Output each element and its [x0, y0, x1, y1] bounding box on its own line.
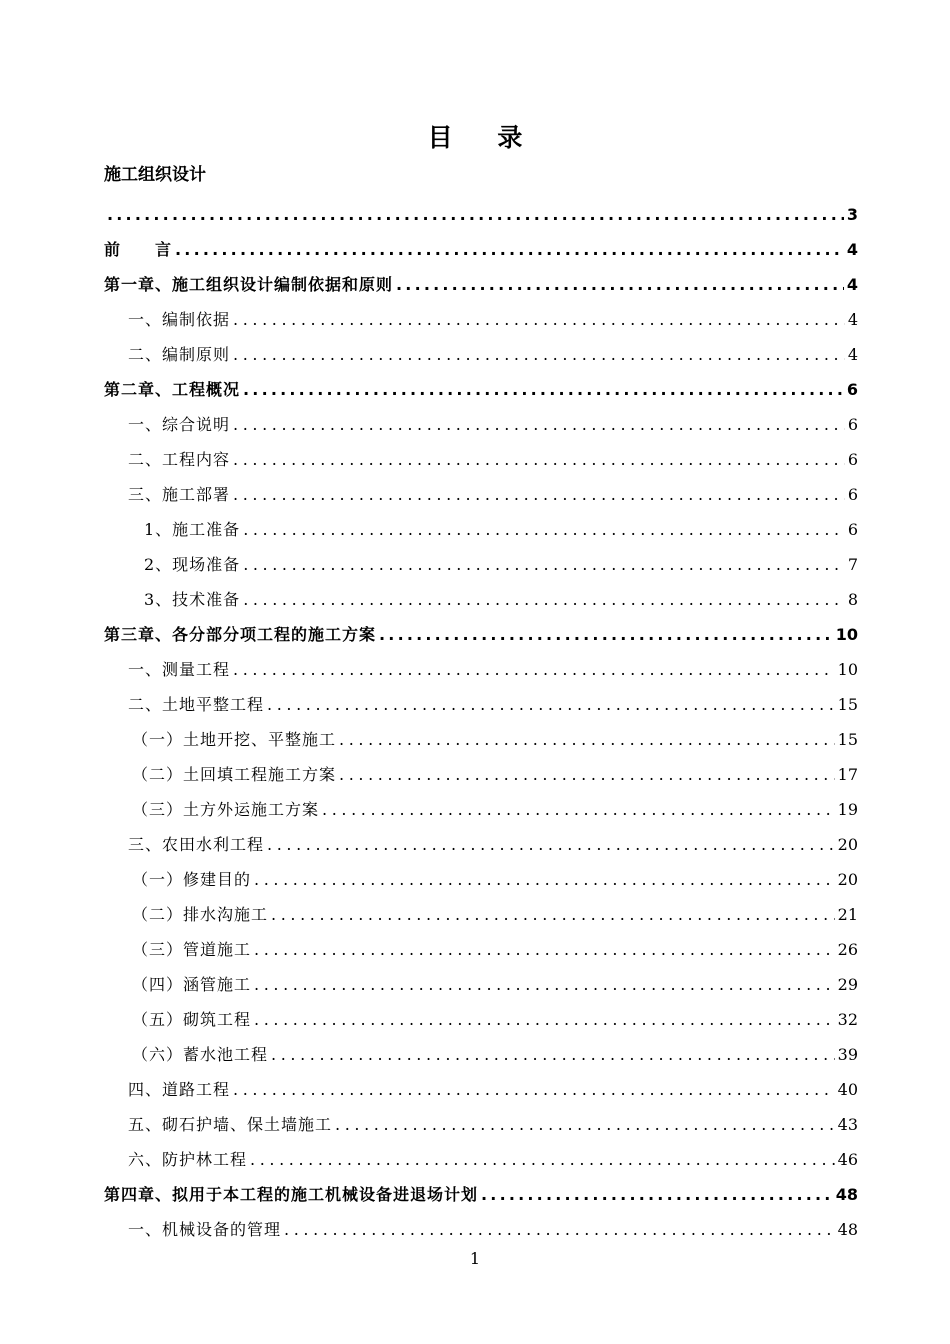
toc-entry-label: 3、技术准备 — [144, 590, 241, 609]
toc-entry-page: 29 — [837, 975, 858, 994]
toc-entry-label: （六）蓄水池工程 — [132, 1045, 269, 1064]
toc-entry-page: 10 — [837, 660, 858, 679]
toc-dot-leader — [284, 1220, 835, 1240]
toc-entry-page: 40 — [837, 1080, 858, 1099]
toc-entry-label: 六、防护林工程 — [128, 1150, 248, 1169]
toc-entry-label: 1、施工准备 — [144, 520, 241, 539]
toc-dot-leader — [233, 345, 845, 365]
page-title: 目 录 — [427, 123, 541, 152]
toc-entry[interactable] — [104, 827, 858, 862]
toc-entry-page: 3 — [846, 205, 858, 224]
toc-entry-page: 4 — [847, 345, 858, 364]
page-number: 1 — [469, 1249, 481, 1268]
toc-entry-label: （五）砌筑工程 — [132, 1010, 252, 1029]
toc-dot-leader — [339, 765, 835, 785]
toc-dot-leader — [339, 730, 835, 750]
toc-dot-leader — [322, 800, 835, 820]
toc-dot-leader — [243, 520, 845, 540]
toc-entry-page: 6 — [847, 520, 858, 539]
toc-entry[interactable] — [104, 1177, 858, 1212]
toc-entry[interactable] — [104, 792, 858, 827]
toc-entry[interactable] — [104, 1037, 858, 1072]
toc-entry[interactable] — [104, 267, 858, 302]
toc-entry-label: （三）土方外运施工方案 — [132, 800, 320, 819]
toc-entry-page: 21 — [837, 905, 858, 924]
toc-entry[interactable] — [104, 1212, 858, 1247]
toc-entry-page: 32 — [837, 1010, 858, 1029]
toc-entry-label: 二、编制原则 — [128, 345, 231, 364]
toc-entry-page: 10 — [835, 625, 858, 644]
toc-entry[interactable] — [104, 442, 858, 477]
toc-entry[interactable] — [104, 197, 858, 232]
toc-entry[interactable] — [104, 617, 858, 652]
toc-entry-page: 6 — [847, 450, 858, 469]
toc-entry-label: 第三章、各分部分项工程的施工方案 — [104, 625, 377, 644]
toc-dot-leader — [271, 1045, 835, 1065]
toc-entry-page: 39 — [837, 1045, 858, 1064]
toc-dot-leader — [233, 450, 845, 470]
table-of-contents — [104, 197, 858, 1247]
toc-entry-label: 四、道路工程 — [128, 1080, 231, 1099]
toc-entry-label: 前 言 — [104, 240, 173, 259]
toc-entry[interactable] — [104, 757, 858, 792]
toc-dot-leader — [335, 1115, 835, 1135]
toc-dot-leader — [267, 835, 835, 855]
toc-entry-page: 48 — [837, 1220, 858, 1239]
toc-dot-leader — [243, 555, 845, 575]
toc-entry-label: 五、砌石护墙、保土墙施工 — [128, 1115, 333, 1134]
toc-entry-label: 一、测量工程 — [128, 660, 231, 679]
toc-dot-leader — [396, 275, 844, 295]
toc-entry-label: 三、施工部署 — [128, 485, 231, 504]
toc-dot-leader — [233, 1080, 835, 1100]
toc-entry-page: 48 — [835, 1185, 858, 1204]
toc-entry-page: 43 — [837, 1115, 858, 1134]
toc-entry-page: 4 — [847, 310, 858, 329]
toc-entry[interactable] — [104, 477, 858, 512]
toc-dot-leader — [254, 975, 835, 995]
toc-entry-label: （二）排水沟施工 — [132, 905, 269, 924]
toc-entry[interactable] — [104, 372, 858, 407]
toc-dot-leader — [254, 940, 835, 960]
toc-entry-label: 二、工程内容 — [128, 450, 231, 469]
toc-entry-label: 一、机械设备的管理 — [128, 1220, 282, 1239]
toc-entry-label: 2、现场准备 — [144, 555, 241, 574]
toc-entry-label: 第四章、拟用于本工程的施工机械设备进退场计划 — [104, 1185, 479, 1204]
toc-entry-page: 19 — [837, 800, 858, 819]
toc-dot-leader — [243, 380, 844, 400]
toc-dot-leader — [250, 1150, 835, 1170]
toc-dot-leader — [271, 905, 835, 925]
toc-entry-page: 4 — [846, 240, 858, 259]
toc-entry[interactable] — [104, 1107, 858, 1142]
toc-entry[interactable] — [104, 302, 858, 337]
toc-dot-leader — [233, 415, 845, 435]
toc-dot-leader — [233, 310, 845, 330]
toc-entry-label: （三）管道施工 — [132, 940, 252, 959]
toc-dot-leader — [267, 695, 835, 715]
toc-entry[interactable] — [104, 232, 858, 267]
toc-entry-page: 6 — [847, 485, 858, 504]
toc-entry[interactable] — [104, 897, 858, 932]
toc-entry[interactable] — [104, 337, 858, 372]
toc-dot-leader — [254, 870, 835, 890]
toc-entry-page: 15 — [837, 730, 858, 749]
toc-entry[interactable] — [104, 1002, 858, 1037]
toc-heading: 施工组织设计 — [104, 165, 206, 185]
toc-entry-page: 46 — [837, 1150, 858, 1169]
toc-dot-leader — [233, 485, 845, 505]
toc-entry[interactable] — [104, 512, 858, 547]
toc-dot-leader — [107, 205, 844, 225]
toc-entry-page: 20 — [837, 835, 858, 854]
toc-entry-page: 17 — [837, 765, 858, 784]
toc-entry-label: 第二章、工程概况 — [104, 380, 241, 399]
toc-entry-page: 15 — [837, 695, 858, 714]
toc-entry-label: 一、综合说明 — [128, 415, 231, 434]
toc-entry-label: 二、土地平整工程 — [128, 695, 265, 714]
toc-dot-leader — [243, 590, 845, 610]
toc-entry[interactable] — [104, 932, 858, 967]
toc-entry[interactable] — [104, 687, 858, 722]
toc-entry-page: 6 — [846, 380, 858, 399]
toc-entry[interactable] — [104, 967, 858, 1002]
toc-entry-label: 一、编制依据 — [128, 310, 231, 329]
toc-entry-label: （四）涵管施工 — [132, 975, 252, 994]
toc-entry-page: 7 — [847, 555, 858, 574]
toc-entry-page: 20 — [837, 870, 858, 889]
toc-entry-label: （二）土回填工程施工方案 — [132, 765, 337, 784]
toc-entry-page: 8 — [847, 590, 858, 609]
toc-entry-label: （一）土地开挖、平整施工 — [132, 730, 337, 749]
toc-entry-page: 6 — [847, 415, 858, 434]
toc-entry[interactable] — [104, 722, 858, 757]
toc-dot-leader — [481, 1185, 833, 1205]
toc-entry[interactable] — [104, 407, 858, 442]
toc-entry[interactable] — [104, 1142, 858, 1177]
toc-entry-label: 第一章、施工组织设计编制依据和原则 — [104, 275, 394, 294]
toc-entry[interactable] — [104, 862, 858, 897]
toc-entry-label: （一）修建目的 — [132, 870, 252, 889]
toc-entry[interactable] — [104, 547, 858, 582]
toc-entry-page: 4 — [846, 275, 858, 294]
toc-dot-leader — [254, 1010, 835, 1030]
toc-entry[interactable] — [104, 652, 858, 687]
toc-entry[interactable] — [104, 582, 858, 617]
toc-entry-label: 三、农田水利工程 — [128, 835, 265, 854]
toc-dot-leader — [175, 240, 844, 260]
toc-dot-leader — [379, 625, 833, 645]
toc-entry[interactable] — [104, 1072, 858, 1107]
toc-dot-leader — [233, 660, 835, 680]
toc-entry-page: 26 — [837, 940, 858, 959]
